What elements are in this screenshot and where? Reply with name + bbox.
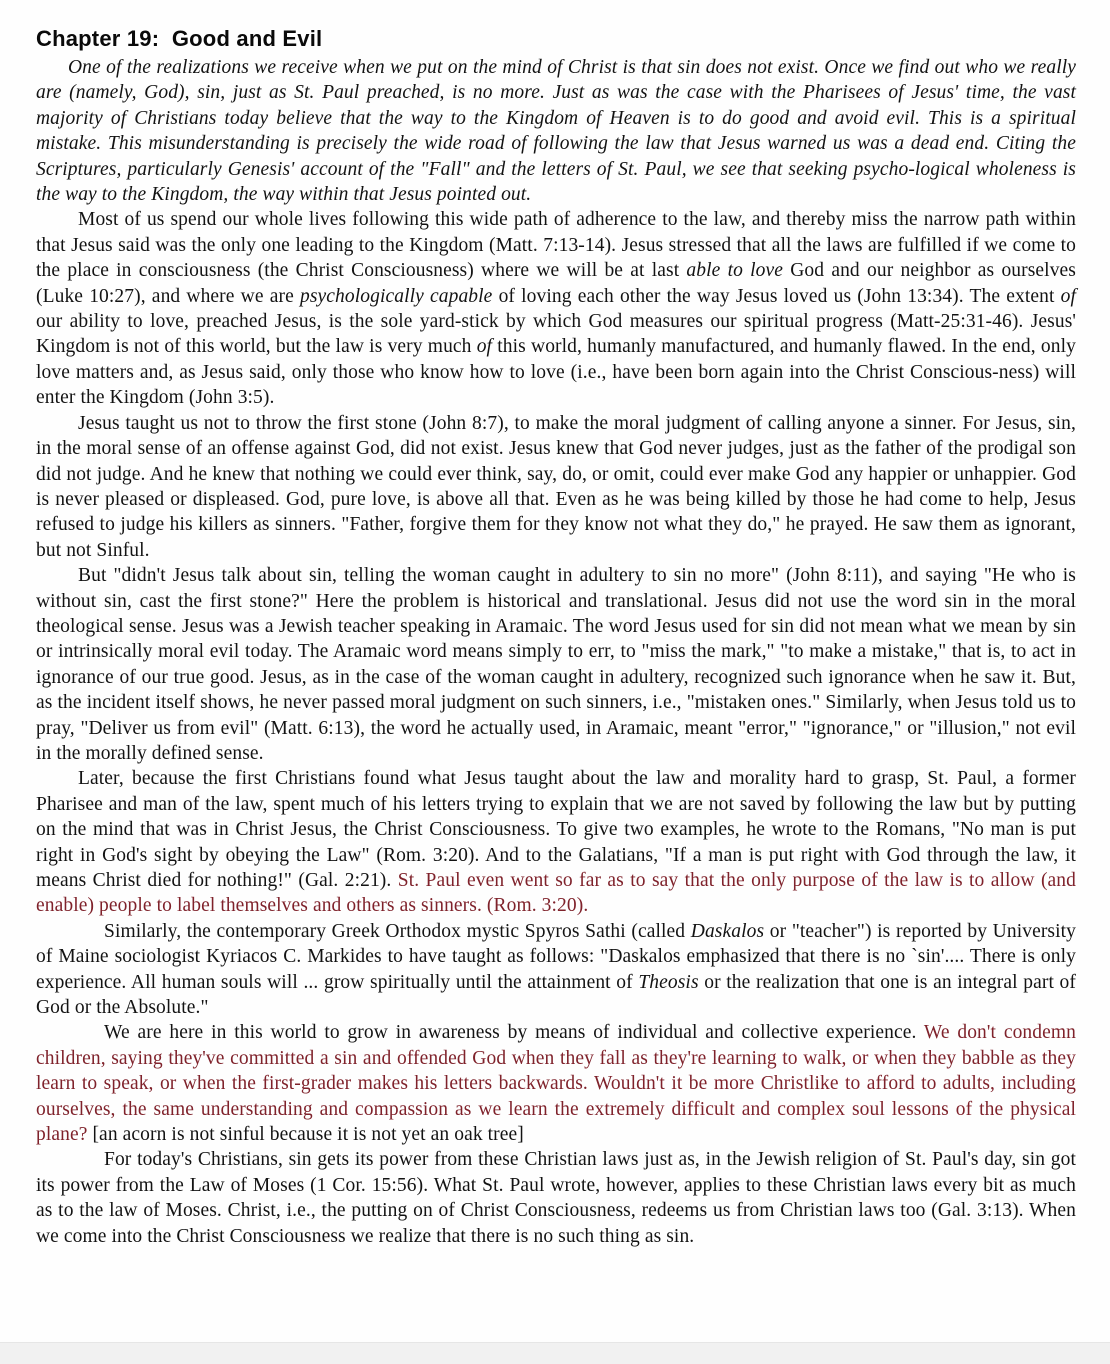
paragraph bbox=[36, 1020, 1076, 1147]
paragraph bbox=[36, 411, 1076, 563]
text-run: Later, because the first Christians found what Jesus taught about the law and morality hard to grasp, St. Paul, a former Pharisee and man of the law, spent much of his letters trying to explain that we are not saved by following the law but by putting on the mind that was in Christ Jesus, the Christ Consciousness. To give two examples, he wrote to the Romans, "No man is put right in God's sight by obeying the Law" (Rom. 3:20). And to the Galatians, "If a man is put right with God through the law, it means Christ died for nothing!" (Gal. 2:21). bbox=[36, 768, 1076, 891]
text-run: able to love bbox=[686, 260, 784, 282]
text-run: Daskalos bbox=[690, 920, 765, 942]
paragraph bbox=[36, 766, 1076, 918]
text-run: of bbox=[1060, 285, 1077, 307]
paragraph bbox=[36, 207, 1076, 410]
text-run: We are here in this world to grow in awareness by means of individual and collective experience. bbox=[104, 1022, 924, 1044]
text-run: of bbox=[476, 336, 493, 358]
text-run: God and our neighbor as ourselves (Luke 10:27), and where we are bbox=[36, 260, 1076, 307]
text-run: But "didn't Jesus talk about sin, telling the woman caught in adultery to sin no more" (John 8:11), and saying "He who is without sin, cast the first stone?" Here the problem is historical and translational. Jesus did not use the word sin in the moral theological sense. Jesus was a Jewish teacher speaking in Aramaic. The word Jesus used for sin did not mean what we mean by sin or intrinsically moral evil today. The Aramaic word means simply to err, to "miss the mark," "to make a mistake," that is, to act in ignorance of our true good. Jesus, as in the case of the woman caught in adultery, recognized such ignorance when he saw it. But, as the incident itself shows, he never passed moral judgment on such sinners, i.e., "mistaken ones." Similarly, when Jesus told us to pray, "Deliver us from evil" (Matt. 6:13), the word he actually used, in Aramaic, meant "error," "ignorance," or "illusion," not evil in the morally defined sense. bbox=[36, 565, 1076, 764]
text-run: Jesus taught us not to throw the first stone (John 8:7), to make the moral judgment of calling anyone a sinner. For Jesus, sin, in the moral sense of an offense against God, did not exist. Jesus knew that God never judges, just as the father of the prodigal son did not judge. And he knew that nothing we could ever think, say, do, or omit, could ever make God any happier or unhappier. God is never pleased or displeased. God, pure love, is above all that. Even as he was being killed by those he had come to help, Jesus refused to judge his killers as sinners. "Father, forgive them for they know not what they do," he prayed. He saw them as ignorant, but not Sinful. bbox=[36, 412, 1076, 561]
text-run: Theosis bbox=[638, 971, 699, 993]
text-run: our ability to love, preached Jesus, is the sole yard-stick by which God measures our spiritual progress (Matt-25:31-46). Jesus' Kingdom is not of this world, but the law is very much bbox=[36, 311, 1076, 358]
text-run: this world, humanly manufactured, and humanly flawed. In the end, only love matters and, as Jesus said, only those who know how to love (i.e., have been born again into the Christ Conscious-ness) will enter the Kingdom (John 3:5). bbox=[36, 336, 1076, 409]
text-run: psychologically capable bbox=[299, 285, 493, 307]
paragraph bbox=[36, 563, 1076, 766]
text-run: [an acorn is not sinful because it is not yet an oak tree] bbox=[92, 1124, 524, 1146]
paragraph bbox=[36, 1147, 1076, 1249]
document-body bbox=[36, 55, 1076, 1249]
text-run: Most of us spend our whole lives following this wide path of adherence to the law, and thereby miss the narrow path within that Jesus said was the only one leading to the Kingdom (Matt. 7:13-14). Jesus stressed that all the laws are fulfilled if we come to the place in consciousness (the Christ Consciousness) where we will be at last bbox=[36, 209, 1076, 282]
text-run: One of the realizations we receive when we put on the mind of Christ is that sin does not exist. Once we find out who we really are (namely, God), sin, just as St. Paul preached, is no more. Just as was the case with the Pharisees of Jesus' time, the vast majority of Christians today believe that the way to the Kingdom of Heaven is to do good and avoid evil. This is a spiritual mistake. This misunderstanding is precisely the wide road of following the law that Jesus warned us was a dead end. Citing the Scriptures, particularly Genesis' account of the "Fall" and the letters of St. Paul, we see that seeking psycho-logical wholeness is the way to the Kingdom, the way within that Jesus pointed out. bbox=[36, 57, 1076, 206]
text-run: or "teacher") is reported by University of Maine sociologist Kyriacos C. Markides to have taught as follows: "Daskalos emphasized that there is no `sin'.... There is only experience. All human souls will ... grow spiritually until the attainment of bbox=[36, 920, 1077, 993]
text-run: or the realization that one is an integral part of God or the Absolute." bbox=[36, 971, 1077, 1019]
page-bottom-edge bbox=[0, 1342, 1110, 1364]
text-run: St. Paul even went so far as to say that the only purpose of the law is to allow (and enable) people to label themselves and others as sinners. (Rom. 3:20). bbox=[36, 870, 1076, 917]
paragraph bbox=[36, 55, 1076, 207]
text-run: We don't condemn children, saying they've committed a sin and offended God when they fall as they're learning to walk, or when they babble as they learn to speak, or when the first-grader makes his letters backwards. Wouldn't it be more Christlike to afford to adults, including ourselves, the same understanding and compassion as we learn the extremely difficult and complex soul lessons of the physical plane? bbox=[36, 1022, 1076, 1146]
text-run: Similarly, the contemporary Greek Orthodox mystic Spyros Sathi (called bbox=[104, 920, 691, 942]
text-run: of loving each other the way Jesus loved us (John 13:34). The extent bbox=[492, 285, 1061, 307]
chapter-title: Chapter 19: Good and Evil bbox=[36, 26, 323, 51]
text-run: For today's Christians, sin gets its power from these Christian laws just as, in the Jewish religion of St. Paul's day, sin got its power from the Law of Moses (1 Cor. 15:56). What St. Paul wrote, however, applies to these Christian laws every bit as much as to the law of Moses. Christ, i.e., the putting on of Christ Consciousness, redeems us from Christian laws too (Gal. 3:13). When we come into the Christ Consciousness we realize that there is no such thing as sin. bbox=[36, 1149, 1076, 1247]
paragraph bbox=[36, 919, 1076, 1021]
